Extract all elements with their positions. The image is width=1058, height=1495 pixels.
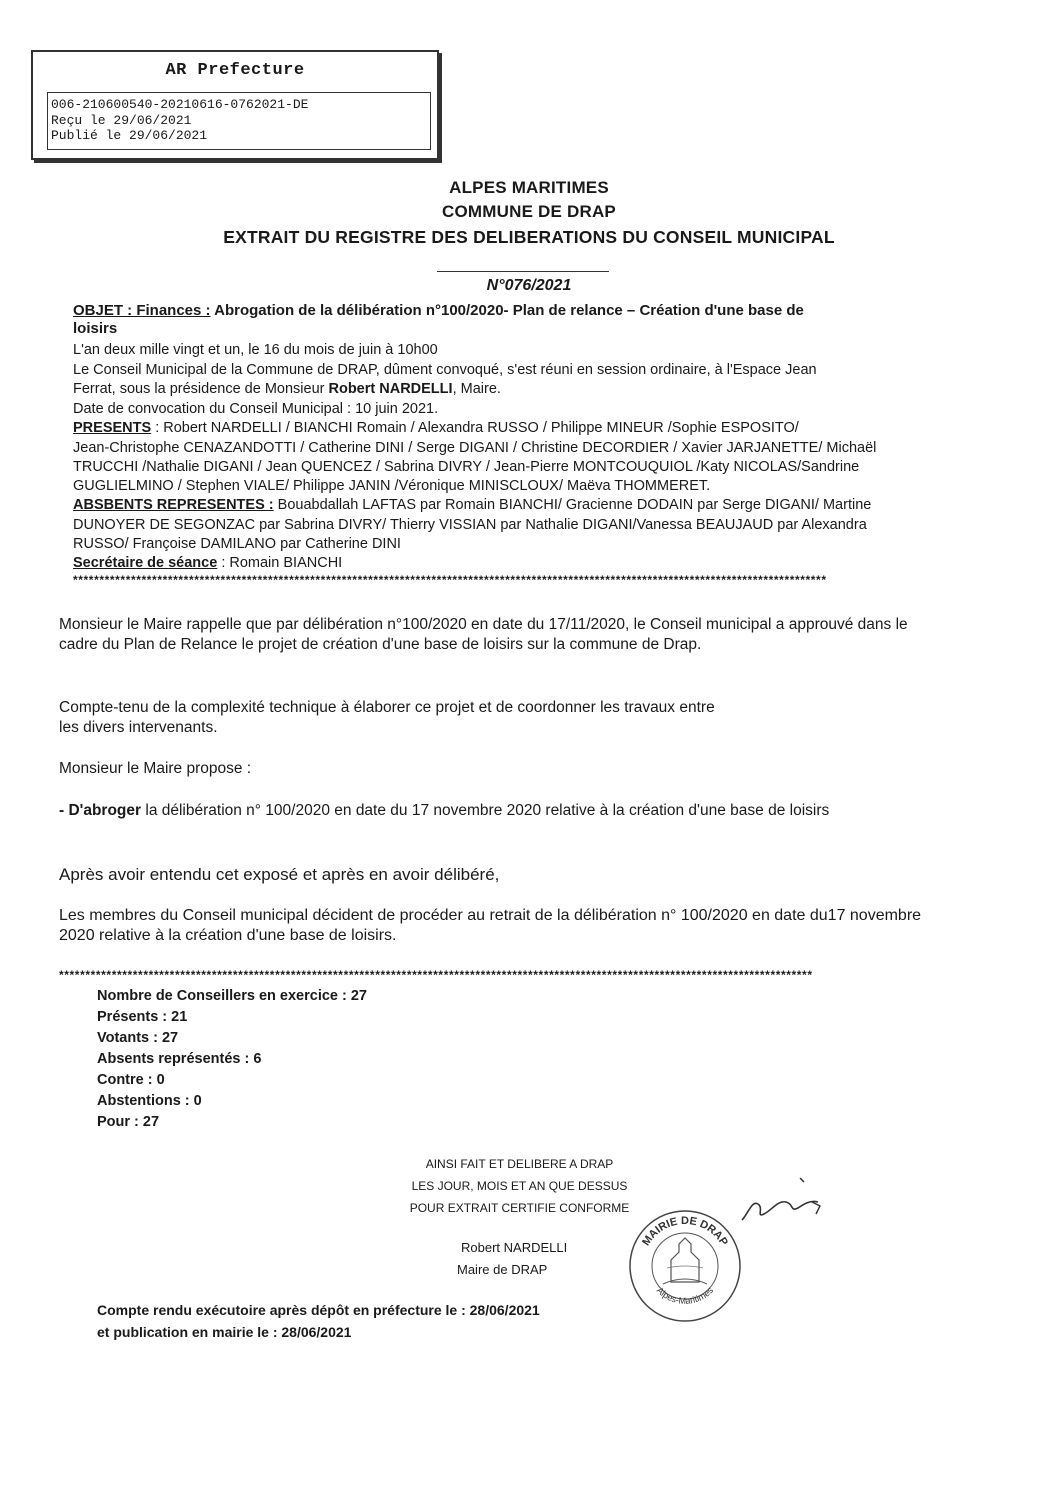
presents-names-1: : Robert NARDELLI / BIANCHI Romain / Alexandra RUSSO / Philippe MINEUR /Sophie ESPOSITO/ (151, 420, 799, 436)
vote-conseillers: Nombre de Conseillers en exercice : 27 (97, 988, 367, 1004)
body-paragraph-2a: Compte-tenu de la complexité technique à élaborer ce projet et de coordonner les travaux entre (59, 699, 715, 716)
department-heading: ALPES MARITIMES (449, 178, 609, 197)
deliberation-number: N°076/2021 (486, 277, 572, 294)
absents-names-1: Bouabdallah LAFTAS par Romain BIANCHI/ Gracienne DODAIN par Serge DIGANI/ Martine (273, 497, 872, 513)
presents-line-4: GUGLIELMINO / Stephen VIALE/ Philippe JANIN /Véronique MINISCLOUX/ Maëva THOMMERET. (73, 478, 711, 494)
presidency-line (73, 380, 501, 399)
register-heading: EXTRAIT DU REGISTRE DES DELIBERATIONS DU CONSEIL MUNICIPAL (223, 227, 835, 247)
secretaire-name: : Romain BIANCHI (217, 555, 343, 571)
ar-received-date: Reçu le 29/06/2021 (51, 112, 192, 128)
stamp-top-text: MAIRIE DE DRAP (640, 1215, 730, 1249)
presents-line-2: Jean-Christophe CENAZANDOTTI / Catherine DINI / Serge DIGANI / Christine DECORDIER / Xavier JARJANETTE/ Michaël (73, 440, 877, 456)
objet-text-continued: loisirs (73, 320, 118, 337)
mairie-stamp-icon (627, 1208, 743, 1324)
convocation-date-line: Date de convocation du Conseil Municipal : 10 juin 2021. (73, 401, 439, 417)
presidency-before: Ferrat, sous la présidence de Monsieur (73, 381, 329, 397)
mayor-signature-name: Robert NARDELLI (461, 1240, 568, 1255)
absents-line-3: RUSSO/ Françoise DAMILANO par Catherine DINI (73, 536, 401, 552)
ar-box-details (47, 92, 431, 150)
vote-pour: Pour : 27 (97, 1114, 160, 1130)
body-paragraph-3: Monsieur le Maire propose : (59, 760, 252, 777)
stamp-bottom-text: Alpes-Maritimes (654, 1285, 716, 1307)
presents-line-1 (73, 419, 799, 438)
presents-line-3: TRUCCHI /Nathalie DIGANI / Jean QUENCEZ / Sabrina DIVRY / Jean-Pierre MONTCOUQUIOL /Katy NICOLAS/Sandrine (73, 459, 860, 475)
absents-label: ABSBENTS REPRESENTES : (73, 497, 274, 513)
signature-line-2: LES JOUR, MOIS ET AN QUE DESSUS (411, 1179, 628, 1193)
separator-stars-top: *********************************************************************************************************************************************** (73, 573, 827, 587)
separator-stars-bottom: *********************************************************************************************************************************************** (59, 968, 813, 982)
vote-contre: Contre : 0 (97, 1072, 165, 1088)
vote-presents: Présents : 21 (97, 1009, 188, 1025)
secretaire-line (73, 554, 342, 573)
absents-line-1 (73, 496, 871, 515)
commune-heading: COMMUNE DE DRAP (442, 202, 616, 221)
body-paragraph-1: Monsieur le Maire rappelle que par délibération n°100/2020 en date du 17/11/2020, le Conseil municipal a approuvé dans le cadre du Plan de Relance le projet de création d'une base de loisirs sur la commune de Drap. (59, 616, 908, 653)
ar-prefecture-box (31, 50, 439, 160)
session-date-line: L'an deux mille vingt et un, le 16 du mois de juin à 10h00 (73, 342, 438, 358)
signature-line-3: POUR EXTRAIT CERTIFIE CONFORME (409, 1201, 630, 1215)
footer-publication: et publication en mairie le : 28/06/2021 (97, 1324, 352, 1340)
svg-text:Alpes-Maritimes (655, 1285, 716, 1306)
handwritten-signature-icon (738, 1170, 828, 1230)
footer-executoire: Compte rendu exécutoire après dépôt en préfecture le : 28/06/2021 (97, 1302, 540, 1318)
vote-votants: Votants : 27 (97, 1030, 179, 1046)
abroger-label: - D'abroger (59, 802, 142, 819)
body-paragraph-5: Après avoir entendu cet exposé et après en avoir délibéré, (59, 865, 500, 884)
convocation-line: Le Conseil Municipal de la Commune de DRAP, dûment convoqué, s'est réuni en session ordinaire, à l'Espace Jean (73, 362, 817, 378)
ar-published-date: Publié le 29/06/2021 (51, 128, 208, 143)
mayor-name: Robert NARDELLI (328, 381, 453, 397)
absents-line-2: DUNOYER DE SEGONZAC par Sabrina DIVRY/ Thierry VISSIAN par Nathalie DIGANI/Vanessa BEAUJAUD par Alexandra (73, 517, 867, 533)
body-paragraph-2b: les divers intervenants. (59, 719, 218, 736)
mayor-signature-title: Maire de DRAP (457, 1262, 548, 1277)
objet-line (73, 301, 804, 320)
objet-text: Abrogation de la délibération n°100/2020- Plan de relance – Création d'une base de (210, 302, 804, 319)
presents-label: PRESENTS (73, 420, 152, 436)
presidency-after: , Maire. (452, 381, 501, 397)
heading-divider (437, 271, 609, 272)
secretaire-label: Secrétaire de séance (73, 555, 218, 571)
body-paragraph-6: Les membres du Conseil municipal décident de procéder au retrait de la délibération n° 100/2020 en date du17 novembre 2020 relative à la création d'une base de loisirs. (59, 907, 922, 944)
ar-reference: 006-210600540-20210616-0762021-DE (51, 97, 309, 112)
signature-line-1: AINSI FAIT ET DELIBERE A DRAP (425, 1157, 614, 1171)
vote-absents: Absents représentés : 6 (97, 1051, 262, 1067)
objet-label: OBJET : Finances : (73, 302, 211, 319)
ar-box-title: AR Prefecture (165, 61, 305, 80)
vote-abstentions: Abstentions : 0 (97, 1093, 202, 1109)
abroger-text: la délibération n° 100/2020 en date du 17 novembre 2020 relative à la création d'une base de loisirs (141, 802, 830, 819)
body-paragraph-4 (59, 801, 949, 821)
